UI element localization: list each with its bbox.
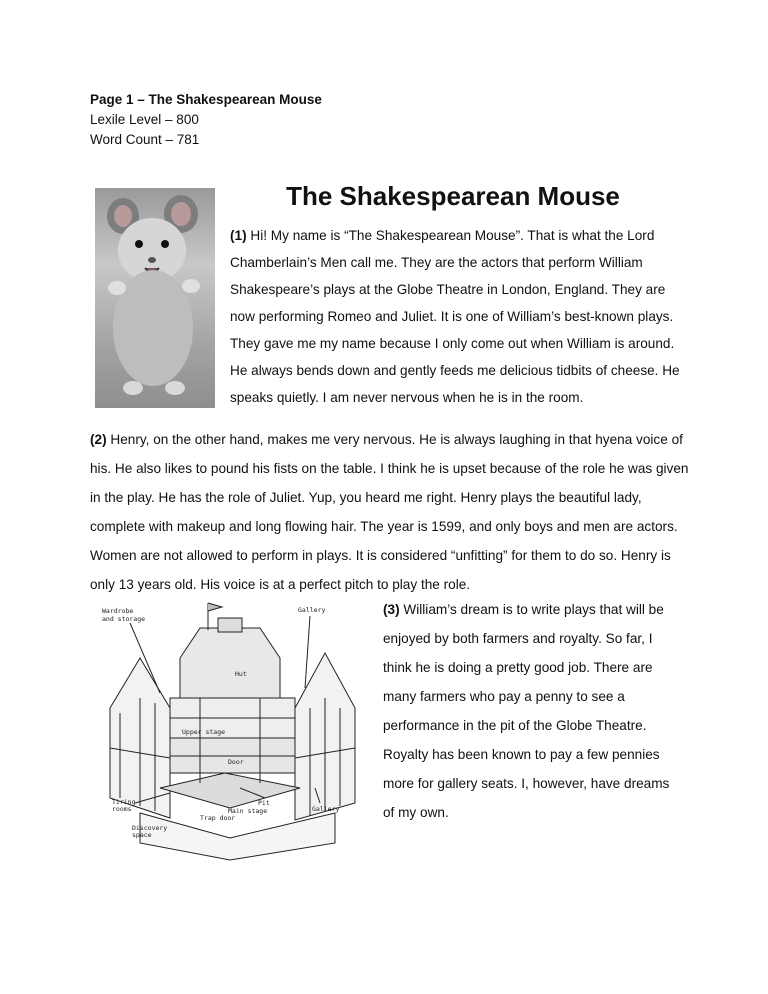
label-gallery-bottom: Gallery — [312, 805, 340, 813]
label-space: space — [132, 831, 152, 839]
label-gallery-top: Gallery — [298, 606, 326, 614]
label-trap-door: Trap door — [200, 814, 236, 822]
label-upper-stage: Upper stage — [182, 728, 226, 736]
label-pit: Pit — [258, 799, 270, 807]
paragraph-1 — [230, 222, 680, 411]
label-discovery: Discovery — [132, 824, 168, 832]
label-storage: and storage — [102, 615, 146, 623]
label-wardrobe: Wardrobe — [102, 607, 134, 615]
label-rooms: rooms — [112, 805, 132, 813]
article-title: The Shakespearean Mouse — [286, 181, 620, 211]
word-count: Word Count – 781 — [90, 132, 200, 147]
globe-theatre-drawing — [100, 598, 365, 868]
label-door: Door — [228, 758, 244, 766]
paragraph-2-number: (2) — [90, 432, 107, 447]
paragraph-3-number: (3) — [383, 602, 400, 617]
paragraph-1-number: (1) — [230, 228, 247, 243]
paragraph-2-text: Henry, on the other hand, makes me very nervous. He is always laughing in that hyena voice of his. He also likes to pound his fists on the table. I think he is upset because of the role he was given in the play. He has the role of Juliet. Yup, you heard me right. Henry plays the beautiful lady, complete with makeup and long flowing hair. The year is 1599, and only boys and men are actors. Women are not allowed to perform in plays. It is considered “unfitting” for them to do so. Henry is only 13 years old. His voice is at a perfect pitch to play the role. — [90, 432, 689, 592]
lexile-level: Lexile Level – 800 — [90, 112, 199, 127]
paragraph-1-text: Hi! My name is “The Shakespearean Mouse”. That is what the Lord Chamberlain’s Men call me. They are the actors that perform William Shakespeare’s plays at the Globe Theatre in London, England. They are now performing Romeo and Juliet. It is one of William’s best-known plays. They gave me my name because I only come out when William is around. He always bends down and gently feeds me delicious tidbits of cheese. He speaks quietly. I am never nervous when he is in the room. — [230, 228, 680, 405]
label-tiring: Tiring — [112, 798, 136, 806]
paragraph-2 — [90, 425, 690, 599]
label-hut: Hut — [235, 670, 247, 678]
document-header — [90, 90, 322, 150]
mouse-illustration — [95, 188, 215, 408]
mouse-photo — [95, 188, 215, 408]
paragraph-3 — [383, 595, 683, 827]
label-main-stage: Main stage — [228, 807, 268, 815]
page-header-title: Page 1 – The Shakespearean Mouse — [90, 92, 322, 107]
paragraph-3-text: William’s dream is to write plays that will be enjoyed by both farmers and royalty. So far, I think he is doing a pretty good job. There are many farmers who pay a penny to see a performance in the pit of the Globe Theatre. Royalty has been known to pay a few pennies more for gallery seats. I, however, have dreams of my own. — [383, 602, 670, 820]
globe-theatre-diagram — [100, 598, 365, 868]
